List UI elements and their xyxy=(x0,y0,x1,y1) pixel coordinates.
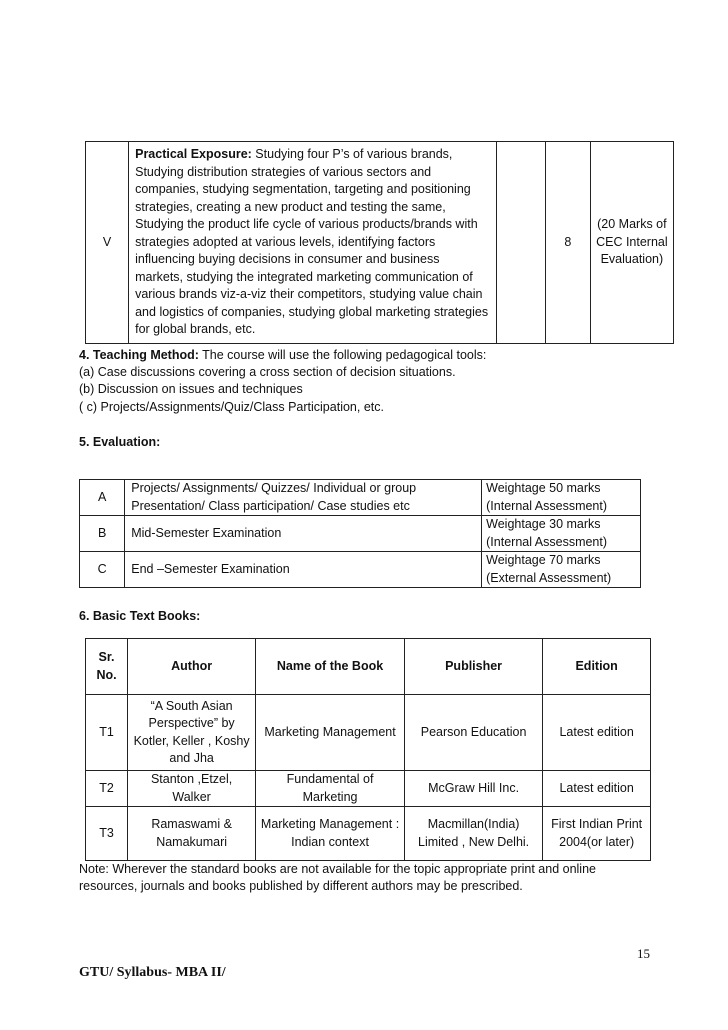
teaching-item: (b) Discussion on issues and techniques xyxy=(79,382,303,397)
table-header-row xyxy=(86,639,651,695)
book-author: “A South Asian Perspective” by Kotler, Keller , Koshy and Jha xyxy=(128,695,256,771)
eval-weight-cell xyxy=(482,552,641,588)
practical-title: Practical Exposure: xyxy=(135,147,252,161)
book-title: Fundamental of Marketing xyxy=(256,771,405,807)
table-row xyxy=(86,771,651,807)
book-author: Ramaswami & Namakumari xyxy=(128,807,256,861)
book-edition: First Indian Print 2004(or later) xyxy=(543,807,651,861)
footer-label: GTU/ Syllabus- MBA II/ xyxy=(79,965,226,980)
book-sr: T1 xyxy=(86,695,128,771)
book-publisher: Macmillan(India) Limited , New Delhi. xyxy=(404,807,542,861)
unit-number: V xyxy=(86,142,129,344)
eval-component: Mid-Semester Examination xyxy=(125,516,482,552)
header-sr: Sr. No. xyxy=(86,639,128,695)
eval-code: B xyxy=(80,516,125,552)
hours-cell: 8 xyxy=(546,142,591,344)
table-row xyxy=(80,552,641,588)
eval-weight: Weightage 50 marks xyxy=(486,481,601,495)
marks-cell: (20 Marks of CEC Internal Evaluation) xyxy=(590,142,673,344)
eval-weight-cell xyxy=(482,480,641,516)
books-note: Note: Wherever the standard books are not available for the topic appropriate print and online resources, journals and books published by different authors may be prescribed. xyxy=(79,862,596,894)
table-row xyxy=(86,695,651,771)
teaching-item: ( c) Projects/Assignments/Quiz/Class Participation, etc. xyxy=(79,399,384,414)
empty-cell xyxy=(496,142,545,344)
page-number: 15 xyxy=(637,946,650,961)
eval-weight: Weightage 30 marks xyxy=(486,517,601,531)
header-publisher: Publisher xyxy=(404,639,542,695)
book-publisher: Pearson Education xyxy=(404,695,542,771)
teaching-item: (a) Case discussions covering a cross section of decision situations. xyxy=(79,365,456,380)
eval-type: (External Assessment) xyxy=(486,570,612,585)
eval-component: Projects/ Assignments/ Quizzes/ Individual or group Presentation/ Class participation/ Case studies etc xyxy=(125,480,482,516)
practical-text: Studying four P’s of various brands, Studying distribution strategies of various sectors and companies, studying segmentation, targeting and positioning strategies, creating a new product and testing the same, Studying the product life cycle of various products/brands with strategies adopted at various levels, identifying factors influencing buying decisions in consumer and business markets, studying the integrated marketing communication of various brands viz-a-viz their competitors, studying value chain and logistics of companies, studying global marketing strategies for global brands, etc. xyxy=(135,147,489,336)
eval-code: C xyxy=(80,552,125,588)
book-title: Marketing Management xyxy=(256,695,405,771)
teaching-method-heading: 4. Teaching Method: xyxy=(79,348,199,362)
practical-description xyxy=(129,142,497,344)
table-row xyxy=(86,807,651,861)
eval-component: End –Semester Examination xyxy=(125,552,482,588)
evaluation-table xyxy=(79,479,641,588)
teaching-method-section xyxy=(79,347,486,416)
book-sr: T2 xyxy=(86,771,128,807)
header-author: Author xyxy=(128,639,256,695)
book-publisher: McGraw Hill Inc. xyxy=(404,771,542,807)
eval-weight-cell xyxy=(482,516,641,552)
header-edition: Edition xyxy=(543,639,651,695)
header-book: Name of the Book xyxy=(256,639,405,695)
table-row xyxy=(86,142,674,344)
eval-type: (Internal Assessment) xyxy=(486,534,608,549)
book-edition: Latest edition xyxy=(543,771,651,807)
eval-type: (Internal Assessment) xyxy=(486,498,608,513)
book-author: Stanton ,Etzel, Walker xyxy=(128,771,256,807)
book-sr: T3 xyxy=(86,807,128,861)
books-heading: 6. Basic Text Books: xyxy=(79,609,201,623)
eval-code: A xyxy=(80,480,125,516)
books-table xyxy=(85,638,651,861)
teaching-method-heading-line xyxy=(79,347,486,364)
book-title: Marketing Management : Indian context xyxy=(256,807,405,861)
book-edition: Latest edition xyxy=(543,695,651,771)
teaching-method-intro: The course will use the following pedagogical tools: xyxy=(198,348,487,362)
practical-exposure-table xyxy=(85,141,674,344)
table-row xyxy=(80,516,641,552)
eval-weight: Weightage 70 marks xyxy=(486,553,601,567)
table-row xyxy=(80,480,641,516)
evaluation-heading: 5. Evaluation: xyxy=(79,435,161,449)
